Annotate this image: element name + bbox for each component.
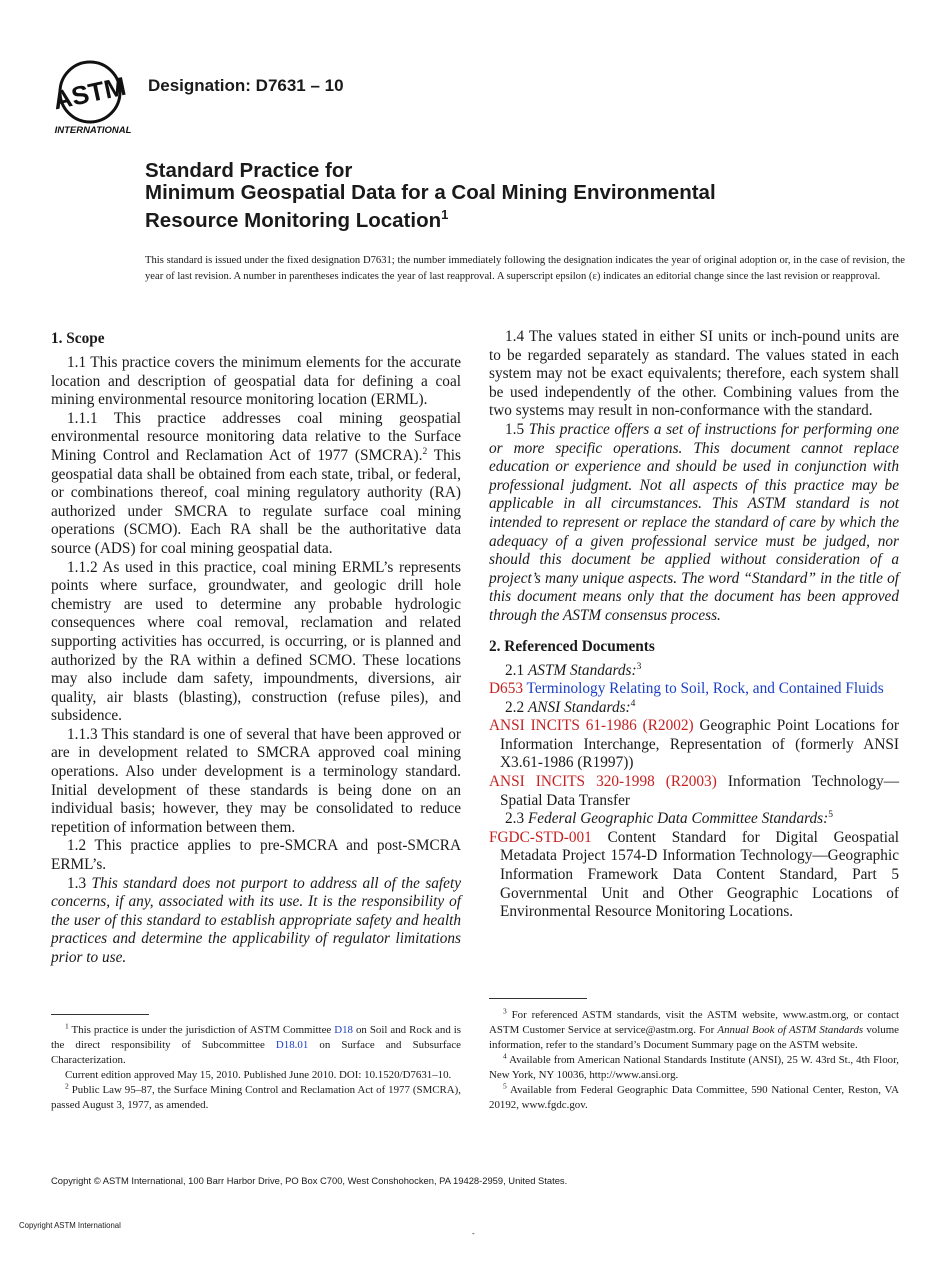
footnote-4: $^4$ Available from American National Standards Institute (ANSI), 25 W. 43rd St., 4th Floor, New York, NY 10036, http://www.ansi.org. — [489, 1051, 899, 1081]
designation: Designation: D7631 – 10 — [148, 76, 344, 95]
ref-ansi-61-link[interactable]: ANSI INCITS 61-1986 (R2002) — [489, 717, 694, 735]
designation-notice: This standard is issued under the fixed designation D7631; the number immediately following the designation indicates the year of original adoption or, in the case of revision, the year of last revision. A number in parentheses indicates the year of last reapproval. A superscript epsilon (ε) indicates an editorial change since the last revision or reapproval. — [145, 255, 905, 282]
svg-text:ASTM: ASTM — [50, 70, 129, 116]
astm-logo — [50, 60, 136, 136]
footnote-divider-right — [489, 998, 587, 999]
para-2-1: 2.1 ASTM Standards:$^3$ — [505, 661, 642, 679]
para-1-1: 1.1 This practice covers the minimum elements for the accurate location and description of geospatial data for defining a coal mining environmental resource monitoring location (ERML). — [51, 354, 461, 409]
footnotes-right — [489, 1008, 899, 1113]
title-line-2: Minimum Geospatial Data for a Coal Mining Environmental — [145, 181, 716, 204]
section-scope-heading: 1. Scope — [51, 330, 105, 347]
left-column — [51, 328, 461, 968]
title-line-1: Standard Practice for — [145, 159, 353, 182]
para-1-2: 1.2 This practice applies to pre-SMCRA and post-SMCRA ERML’s. — [51, 837, 461, 874]
para-1-1-1: 1.1.1 This practice addresses coal mining geospatial environmental resource monitoring data relative to the Surface Mining Control and Reclamation Act of 1977 (SMCRA).$^2$ This geospatial data shall be obtained from each state, tribal, or federal, or combinations thereof, coal mining regulatory authority (RA) authorized under SMCRA to regulate surface coal mining operations (SCMO). Each RA shall be the authoritative data source (ADS) for coal mining geospatial data. — [51, 409, 461, 557]
page-mark: - — [472, 1229, 475, 1238]
ref-ansi-320: ANSI INCITS 320-1998 (R2003) Information Technology—Spatial Data Transfer — [489, 773, 899, 809]
para-2-2: 2.2 ANSI Standards:$^4$ — [505, 698, 636, 716]
ref-ansi-61: ANSI INCITS 61-1986 (R2002) Geographic Point Locations for Information Interchange, Representation of (formerly ANSI X3.61-1986 (R1997)) — [489, 717, 899, 772]
footnotes-left — [51, 1023, 461, 1113]
ref-ansi-320-link[interactable]: ANSI INCITS 320-1998 (R2003) — [489, 773, 717, 791]
page-title — [145, 160, 865, 232]
ref-d653-title-link[interactable]: Terminology Relating to Soil, Rock, and Contained Fluids — [523, 680, 884, 698]
para-1-5: 1.5 This practice offers a set of instructions for performing one or more specific operations. This document cannot replace education or experience and should be used in conjunction with professional judgment. Not all aspects of this practice may be applicable in all circumstances. This ASTM standard is not intended to represent or replace the standard of care by which the adequacy of a given professional service must be judged, nor should this document be applied without consideration of a project’s many unique aspects. The word “Standard” in the title of this document means only that the document has been approved through the ASTM consensus process. — [489, 420, 900, 624]
committee-d18-link[interactable]: D18 — [334, 1024, 353, 1036]
footnote-5: $^5$ Available from Federal Geographic Data Committee, 590 National Center, Reston, VA 20192, www.fgdc.gov. — [489, 1081, 899, 1111]
section-referenced-documents-heading: 2. Referenced Documents — [489, 637, 655, 655]
ref-fgdc: FGDC-STD-001 Content Standard for Digital Geospatial Metadata Project 1574-D Information Technology—Geographic Information Framework Data Content Standard, Part 5 Governmental Unit and Other Geographic Locations of Environmental Resource Monitoring Locations. — [489, 828, 899, 921]
ref-d653 — [489, 680, 899, 699]
para-1-3: 1.3 This standard does not purport to address all of the safety concerns, if any, associated with its use. It is the responsibility of the user of this standard to establish appropriate safety and health practices and determine the applicability of regulator limitations prior to use. — [51, 874, 462, 966]
footnote-divider-left — [51, 1014, 149, 1015]
copyright-small: Copyright ASTM International — [19, 1221, 121, 1230]
para-1-4: 1.4 The values stated in either SI units or inch-pound units are to be regarded separately as standard. The values stated in each system may not be exact equivalents; therefore, each system shall be used independently of the other. Combining values from the two systems may result in non-conformance with the standard. — [489, 328, 899, 420]
footnote-3: $^3$ For referenced ASTM standards, visit the ASTM website, www.astm.org, or contact ASTM Customer Service at service@astm.org. For Annual Book of ASTM Standards volume information, refer to the standard’s Document Summary page on the ASTM website. — [489, 1006, 899, 1051]
svg-text:INTERNATIONAL: INTERNATIONAL — [54, 125, 132, 136]
title-line-3: Resource Monitoring Location$^1$ — [145, 207, 449, 232]
copyright-notice: Copyright © ASTM International, 100 Barr Harbor Drive, PO Box C700, West Conshohocken, PA 19428-2959, United States. — [51, 1175, 568, 1186]
ref-d653-link[interactable]: D653 — [489, 680, 523, 698]
para-1-1-3: 1.1.3 This standard is one of several that have been approved or are in development related to SMCRA approved coal mining operations. Also under development is a terminology standard. Initial development of these standards is being done on an individual basis; however, they may be consolidated to reduce repetition of information between them. — [51, 725, 461, 836]
footnote-2: $^2$ Public Law 95–87, the Surface Mining Control and Reclamation Act of 1977 (SMCRA), passed August 3, 1977, as amended. — [51, 1081, 461, 1111]
footnote-1-edition: Current edition approved May 15, 2010. Published June 2010. DOI: 10.1520/D7631–10. — [65, 1069, 452, 1081]
footnote-1: $^1$ This practice is under the jurisdiction of ASTM Committee D18 on Soil and Rock and is the direct responsibility of Subcommittee D18.01 on Surface and Subsurface Characterization. — [51, 1021, 461, 1066]
subcommittee-d18-01-link[interactable]: D18.01 — [275, 1039, 309, 1051]
para-1-1-2: 1.1.2 As used in this practice, coal mining ERML’s represents points where surface, groundwater, and geologic drill hole chemistry are used to determine any probable hydrologic consequences where coal removal, reclamation and related supporting activities has occurred, is occurring, or is planned and authorized by the RA within a defined SCMO. These locations may also include dam safety, impoundments, diversions, air quality, air blasts (blasting), construction (refuse piles), and subsidence. — [51, 558, 461, 725]
para-2-3: 2.3 Federal Geographic Data Committee Standards:$^5$ — [505, 810, 833, 828]
ref-fgdc-link[interactable]: FGDC-STD-001 — [489, 828, 592, 846]
right-column — [489, 328, 899, 922]
